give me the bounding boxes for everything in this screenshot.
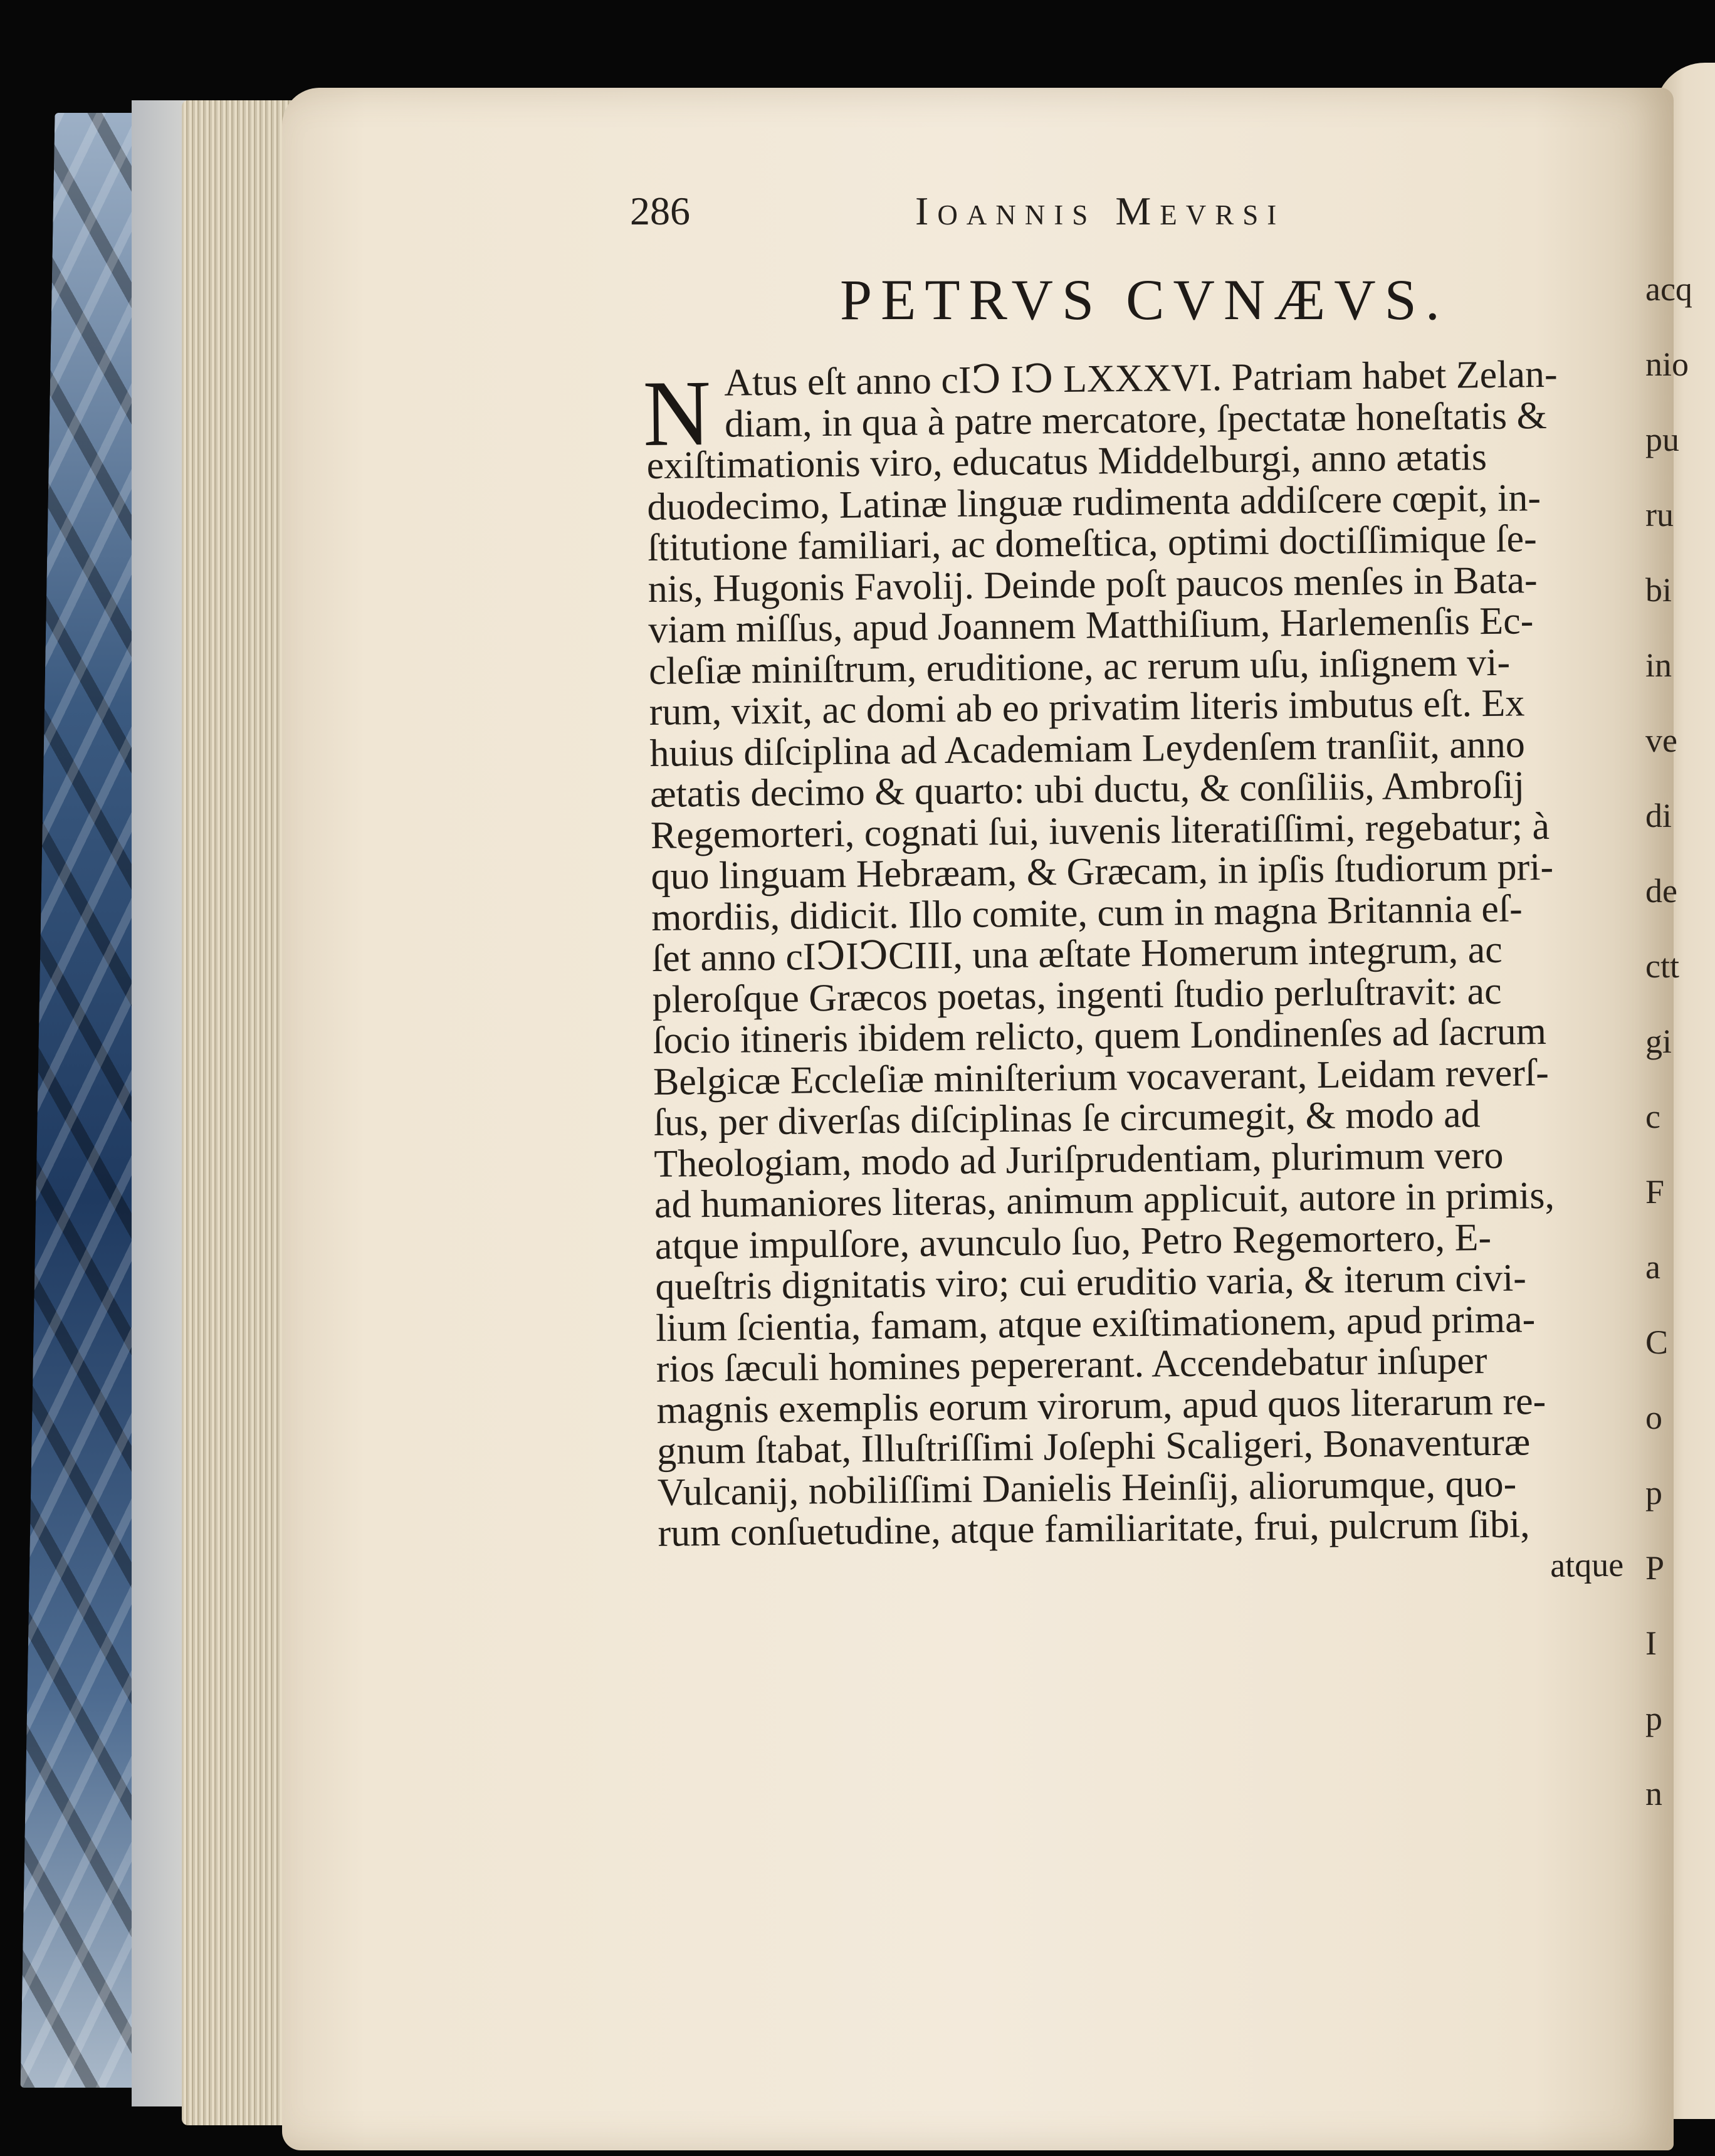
facing-page-fragment: I (1645, 1624, 1657, 1662)
section-title: PETRVS CVNÆVS. (840, 268, 1449, 332)
body-text (642, 352, 1636, 1596)
text-line: ſtitutione familiari, ac domeſtica, optimi doctiſſimique ſe- (647, 517, 1538, 569)
text-line: cleſiæ miniſtrum, eruditione, ac rerum uſu, inſignem vi- (648, 641, 1511, 693)
facing-page-fragment: in (1645, 646, 1672, 684)
text-line: gnum ſtabat, Illuſtriſſimi Joſephi Scaligeri, Bonaventuræ (656, 1421, 1531, 1473)
text-line: magnis exemplis eorum virorum, apud quos literarum re- (656, 1379, 1546, 1432)
text-line: ad humaniores literas, animum applicuit, autore in primis, (654, 1174, 1555, 1226)
facing-page-fragment: p (1645, 1700, 1662, 1737)
facing-page-fragment: de (1645, 872, 1677, 910)
facing-page-fragment: acq (1645, 270, 1692, 308)
facing-page-fragment: p (1645, 1474, 1662, 1512)
text-line: Regemorteri, cognati ſui, iuvenis literatiſſimi, regebatur; à (650, 804, 1550, 857)
text-line: lium ſcientia, famam, atque exiſtimationem, apud prima- (655, 1297, 1536, 1350)
text-line: nis, Hugonis Favolij. Deinde poſt paucos menſes in Bata- (648, 558, 1538, 611)
facing-page-fragment: C (1645, 1323, 1669, 1361)
facing-page-fragment: gi (1645, 1023, 1672, 1060)
facing-page-fragment: ctt (1645, 947, 1679, 985)
facing-page-fragment: P (1645, 1549, 1665, 1587)
facing-page-fragment: ru (1645, 496, 1674, 534)
text-line: ætatis decimo & quarto: ubi ductu, & conſiliis, Ambroſij (649, 764, 1525, 816)
text-line: Belgicæ Eccleſiæ miniſterium vocaverant, Leidam reverſ- (653, 1051, 1550, 1103)
drop-cap: N (642, 360, 712, 466)
text-line: huius diſciplina ad Academiam Leydenſem tranſiit, anno (649, 722, 1526, 775)
text-line: exiſtimationis viro, educatus Middelburgi, anno ætatis (646, 435, 1487, 487)
text-line: pleroſque Græcos poetas, ingenti ſtudio perluſtravit: ac (652, 969, 1502, 1021)
facing-page-fragment: n (1645, 1775, 1662, 1812)
text-line: mordiis, didicit. Illo comite, cum in magna Britannia eſ- (651, 886, 1523, 939)
facing-page-fragment: c (1645, 1098, 1660, 1135)
facing-page-fragment: F (1645, 1173, 1665, 1211)
text-line: viam miſſus, apud Joannem Matthiſium, Harlemenſis Ec- (648, 599, 1534, 651)
text-line: duodecimo, Latinæ linguæ rudimenta addiſcere cœpit, in- (647, 476, 1541, 528)
facing-page-fragment: di (1645, 797, 1672, 834)
running-title: Ioannis Mevrsi (915, 189, 1286, 233)
text-line: Atus eſt anno cIↃ IↃ LXXXVI. Patriam habet Zelan- (723, 352, 1558, 404)
text-line: rios ſæculi homines pepererant. Accendebatur inſuper (656, 1339, 1487, 1391)
text-line: Vulcanij, nobiliſſimi Danielis Heinſij, aliorumque, quo- (657, 1462, 1517, 1514)
catchword: atque (1550, 1545, 1624, 1584)
text-line: rum, vixit, ac domi ab eo privatim literis imbutus eſt. Ex (649, 681, 1525, 734)
text-line: quo linguam Hebræam, & Græcam, in ipſis ſtudiorum pri- (651, 845, 1554, 898)
facing-page-fragment: nio (1645, 345, 1689, 383)
text-line: ſet anno cIↃIↃCIII, una æſtate Homerum integrum, ac (651, 928, 1503, 980)
facing-page-fragment: o (1645, 1399, 1662, 1436)
facing-page-fragment: a (1645, 1248, 1660, 1286)
text-line: ſus, per diverſas diſciplinas ſe circumegit, & modo ad (653, 1093, 1481, 1144)
text-line: ſocio itineris ibidem relicto, quem Londinenſes ad ſacrum (652, 1010, 1547, 1062)
facing-page-fragment: ve (1645, 722, 1677, 759)
text-line: atque impulſore, avunculo ſuo, Petro Regemortero, E- (654, 1216, 1492, 1268)
text-line: diam, in qua à patre mercatore, ſpectatæ honeſtatis & (724, 394, 1548, 446)
text-line: queſtris dignitatis viro; cui eruditio varia, & iterum civi- (655, 1256, 1527, 1308)
page-number: 286 (630, 189, 690, 233)
facing-page-fragment: pu (1645, 421, 1679, 458)
facing-page-fragment: bi (1645, 571, 1672, 609)
text-line: rum conſuetudine, atque familiaritate, frui, pulcrum ſibi, (658, 1503, 1530, 1555)
text-line: Theologiam, modo ad Juriſprudentiam, plurimum vero (654, 1133, 1504, 1186)
